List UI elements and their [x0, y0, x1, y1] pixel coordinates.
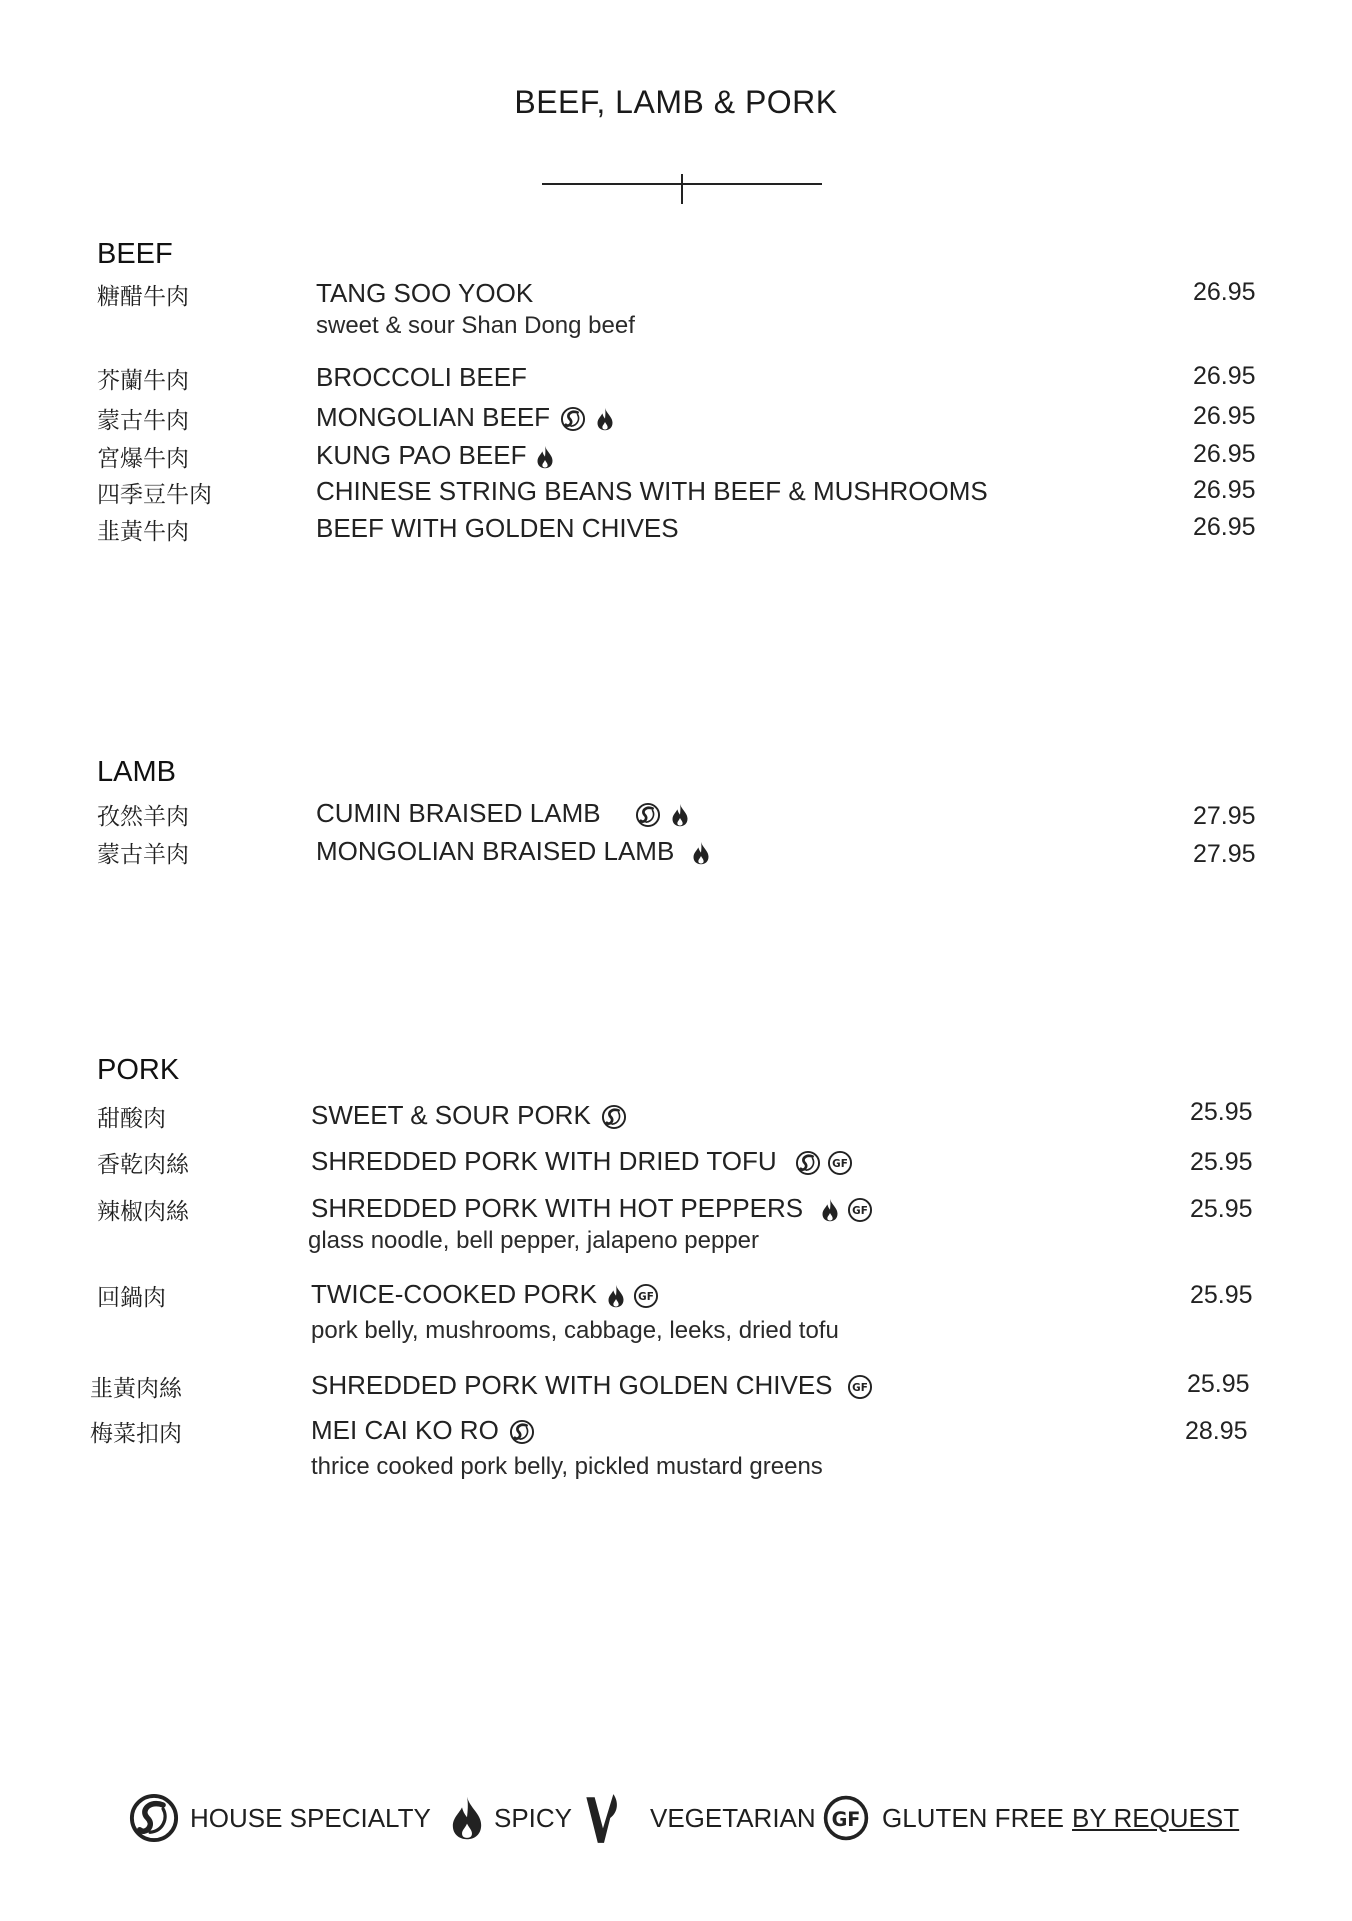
item-name [316, 798, 689, 829]
legend-label: SPICY [494, 1802, 573, 1833]
item-chinese-name: 回鍋肉 [97, 1285, 166, 1311]
item-chinese-name: 糖醋牛肉 [97, 284, 189, 310]
item-name [311, 1415, 535, 1446]
item-name: TANG SOO YOOK [316, 278, 534, 308]
item-chinese-name: 宮爆牛肉 [97, 446, 189, 472]
item-price: 26.95 [1193, 440, 1256, 468]
item-description: sweet & sour Shan Dong beef [316, 312, 635, 339]
item-price: 27.95 [1193, 840, 1256, 868]
item-name [311, 1279, 659, 1310]
house-specialty-icon [795, 1150, 821, 1176]
item-description: thrice cooked pork belly, pickled mustard greens [311, 1453, 823, 1480]
gluten-free-icon [847, 1197, 873, 1223]
item-name-text: TWICE-COOKED PORK [311, 1279, 598, 1309]
item-chinese-name: 韭黃牛肉 [97, 519, 189, 545]
gluten-free-icon [822, 1794, 870, 1842]
page-title: BEEF, LAMB & PORK [514, 84, 838, 120]
item-name-text: SHREDDED PORK WITH HOT PEPPERS [311, 1193, 804, 1223]
item-chinese-name: 孜然羊肉 [97, 804, 189, 830]
legend-label: HOUSE SPECIALTY [190, 1802, 431, 1833]
spicy-icon [596, 407, 614, 431]
item-name [311, 1146, 853, 1177]
item-name [311, 1193, 873, 1224]
item-price: 27.95 [1193, 802, 1256, 830]
item-price: 25.95 [1190, 1098, 1253, 1126]
item-name-text: KUNG PAO BEEF [316, 440, 527, 470]
item-chinese-name: 梅菜扣肉 [90, 1421, 182, 1447]
item-name-text: MONGOLIAN BRAISED LAMB [316, 836, 675, 866]
item-price: 25.95 [1187, 1370, 1250, 1398]
item-name-text: MEI CAI KO RO [311, 1415, 499, 1445]
item-name-text: CUMIN BRAISED LAMB [316, 798, 601, 828]
item-price: 26.95 [1193, 278, 1256, 306]
item-price: 26.95 [1193, 402, 1256, 430]
item-description: pork belly, mushrooms, cabbage, leeks, dried tofu [311, 1317, 839, 1344]
item-description: glass noodle, bell pepper, jalapeno pepper [308, 1227, 760, 1254]
item-name [311, 1100, 627, 1131]
legend-gluten-free [822, 1788, 1239, 1848]
spicy-icon [536, 445, 554, 469]
item-name-text: MONGOLIAN BEEF [316, 402, 551, 432]
item-name-text: SHREDDED PORK WITH DRIED TOFU [311, 1146, 777, 1176]
house-specialty-icon [509, 1419, 535, 1445]
legend-spicy [450, 1788, 572, 1848]
item-name: CHINESE STRING BEANS WITH BEEF & MUSHROOMS [316, 476, 988, 506]
gluten-free-icon [827, 1150, 853, 1176]
item-price: 25.95 [1190, 1281, 1253, 1309]
icon-legend [0, 1788, 1352, 1848]
spicy-icon [692, 841, 710, 865]
item-name-text: SWEET & SOUR PORK [311, 1100, 591, 1130]
item-name: BROCCOLI BEEF [316, 362, 527, 392]
divider-tick [681, 174, 683, 204]
item-price: 25.95 [1190, 1148, 1253, 1176]
legend-house-specialty [128, 1788, 431, 1848]
title-divider [542, 174, 822, 204]
gluten-free-icon [633, 1283, 659, 1309]
item-name [316, 402, 614, 433]
item-chinese-name: 蒙古羊肉 [97, 842, 189, 868]
item-chinese-name: 香乾肉絲 [97, 1152, 189, 1178]
section-title-lamb: LAMB [97, 756, 176, 788]
spicy-icon [671, 803, 689, 827]
house-specialty-icon [635, 802, 661, 828]
item-name [311, 1370, 873, 1401]
legend-vegetarian [580, 1788, 816, 1848]
gluten-free-icon [847, 1374, 873, 1400]
item-price: 28.95 [1185, 1417, 1248, 1445]
house-specialty-icon [128, 1792, 180, 1844]
item-chinese-name: 四季豆牛肉 [97, 482, 212, 508]
spicy-icon [450, 1792, 484, 1844]
spicy-icon [607, 1284, 625, 1308]
legend-label: GLUTEN FREE [882, 1802, 1065, 1833]
item-chinese-name: 甜酸肉 [97, 1106, 166, 1132]
item-name: BEEF WITH GOLDEN CHIVES [316, 513, 679, 543]
item-chinese-name: 辣椒肉絲 [97, 1199, 189, 1225]
section-title-beef: BEEF [97, 238, 173, 270]
house-specialty-icon [601, 1104, 627, 1130]
item-name-text: SHREDDED PORK WITH GOLDEN CHIVES [311, 1370, 833, 1400]
section-title-pork: PORK [97, 1054, 180, 1086]
item-name [316, 440, 554, 471]
legend-label-note: BY REQUEST [1072, 1802, 1240, 1833]
item-price: 26.95 [1193, 476, 1256, 504]
item-price: 26.95 [1193, 513, 1256, 541]
spicy-icon [821, 1198, 839, 1222]
item-price: 25.95 [1190, 1195, 1253, 1223]
item-chinese-name: 芥蘭牛肉 [97, 368, 189, 394]
item-price: 26.95 [1193, 362, 1256, 390]
item-chinese-name: 蒙古牛肉 [97, 408, 189, 434]
item-chinese-name: 韭黃肉絲 [90, 1376, 182, 1402]
house-specialty-icon [560, 406, 586, 432]
vegetarian-icon [580, 1791, 628, 1845]
item-name [316, 836, 710, 867]
legend-label: VEGETARIAN [650, 1802, 816, 1833]
